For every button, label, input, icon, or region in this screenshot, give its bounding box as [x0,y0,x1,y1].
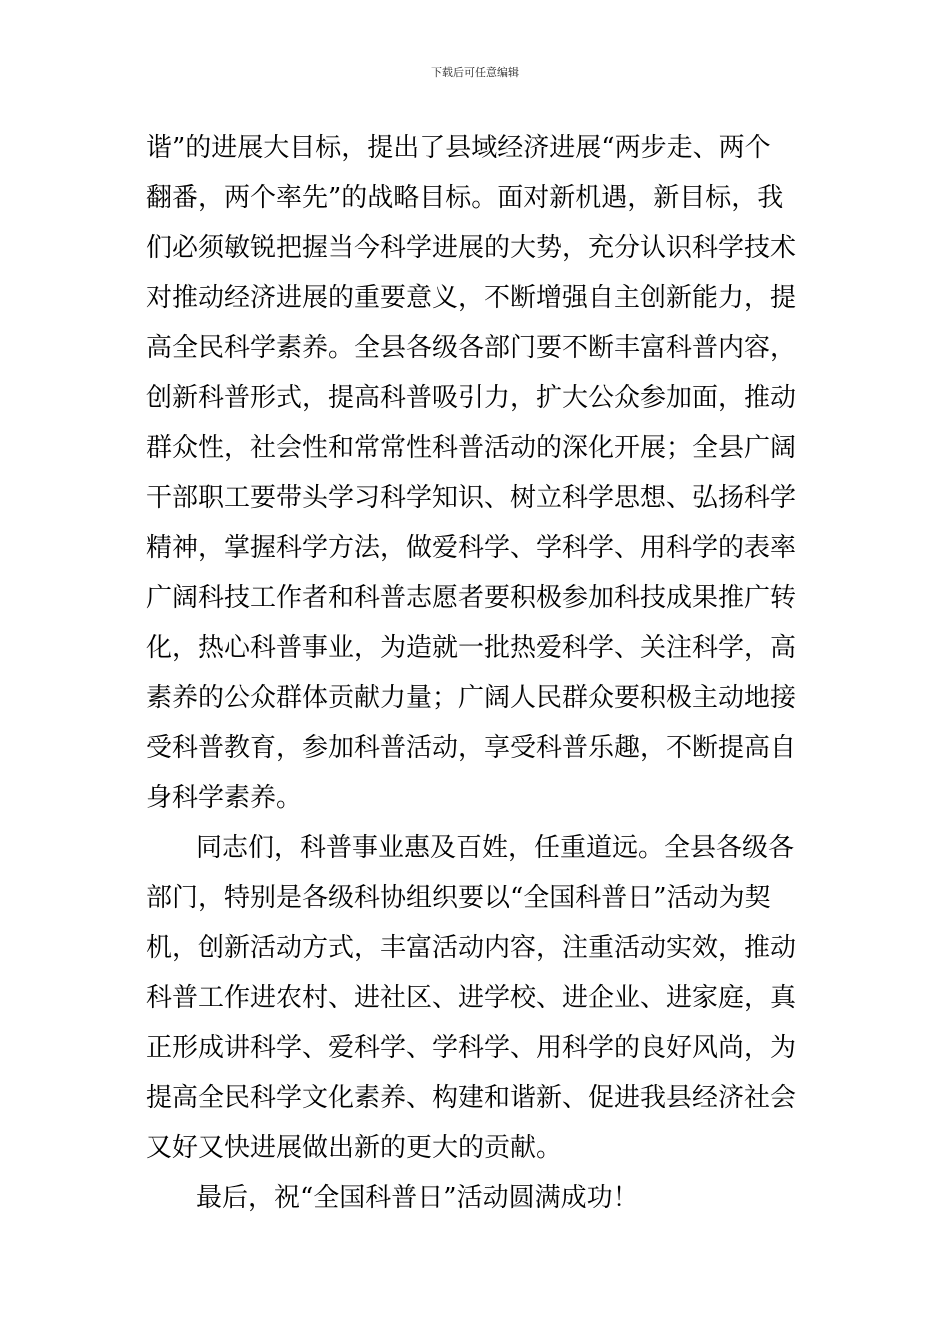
text-line: 部门，特别是各级科协组织要以“全国科普日”活动为契 [146,883,771,913]
document-body [146,123,816,1223]
text-line: 提高全民科学文化素养、构建和谐新、促进我县经济社会 [146,1083,797,1113]
text-line: 精神，掌握科学方法，做爱科学、学科学、用科学的表率 [146,533,797,563]
text-line: 又好又快进展做出新的更大的贡献。 [146,1133,563,1163]
text-line: 受科普教育，参加科普活动，享受科普乐趣，不断提高自 [146,733,797,763]
text-line: 高全民科学素养。全县各级各部门要不断丰富科普内容， [146,333,797,363]
text-line: 广阔科技工作者和科普志愿者要积极参加科技成果推广转 [146,583,797,613]
text-line: 干部职工要带头学习科学知识、树立科学思想、弘扬科学 [146,483,797,513]
text-line: 科普工作进农村、进社区、进学校、进企业、进家庭，真 [146,983,797,1013]
text-line: 们必须敏锐把握当今科学进展的大势，充分认识科学技术 [146,233,797,263]
page-header: 下载后可任意编辑 [431,66,519,79]
text-line: 正形成讲科学、爱科学、学科学、用科学的良好风尚，为 [146,1033,797,1063]
closing-line: 最后，祝“全国科普日”活动圆满成功！ [196,1183,639,1213]
text-line: 翻番，两个率先”的战略目标。面对新机遇，新目标，我 [146,183,784,213]
text-line: 对推动经济进展的重要意义，不断增强自主创新能力，提 [146,283,797,313]
text-line: 群众性，社会性和常常性科普活动的深化开展；全县广阔 [146,433,797,463]
text-line: 创新科普形式，提高科普吸引力，扩大公众参加面，推动 [146,383,797,413]
text-line: 机，创新活动方式，丰富活动内容，注重活动实效，推动 [146,933,797,963]
text-line: 素养的公众群体贡献力量；广阔人民群众要积极主动地接 [146,683,797,713]
text-line: 身科学素养。 [146,783,303,813]
text-line: 化，热心科普事业，为造就一批热爱科学、关注科学，高 [146,633,797,663]
paragraph-start-line: 同志们，科普事业惠及百姓，任重道远。全县各级各 [196,833,795,863]
text-line: 谐”的进展大目标，提出了县域经济进展“两步走、两个 [146,133,771,163]
